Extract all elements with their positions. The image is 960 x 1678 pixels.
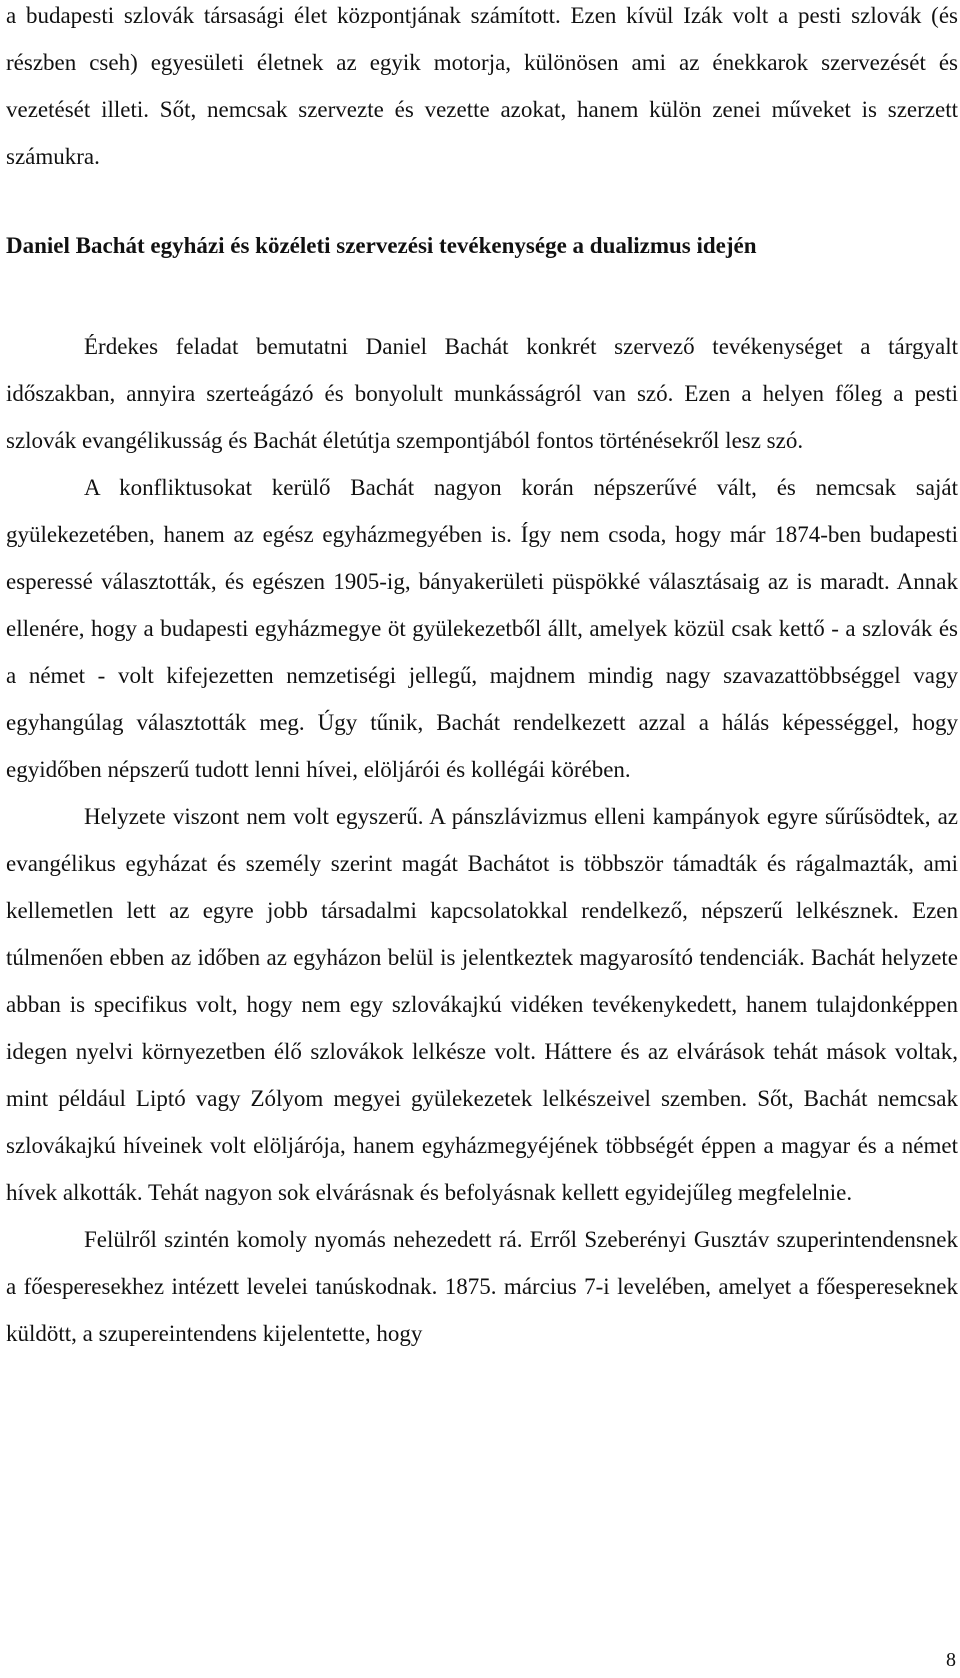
paragraph: A konfliktusokat kerülő Bachát nagyon korán népszerűvé vált, és nemcsak saját gyülekezetében, hanem az egész egyházmegyében is. Így nem csoda, hogy már 1874-ben budapesti esperessé választották, és egészen 1905-ig, bányakerületi püspökké választásaig az is maradt. Annak ellenére, hogy a budapesti egyházmegye öt gyülekezetből állt, amelyek közül csak kettő - a szlovák és a német - volt kifejezetten nemzetiségi jellegű, majdnem mindig nagy szavazattöbbséggel vagy egyhangúlag választották meg. Úgy tűnik, Bachát rendelkezett azzal a hálás képességgel, hogy egyidőben népszerű tudott lenni hívei, elöljárói és kollégái körében. <box>6 475 958 782</box>
paragraph: Felülről szintén komoly nyomás nehezedett rá. Erről Szeberényi Gusztáv szuperintendensnek a főesperesekhez intézett levelei tanúskodnak. 1875. március 7-i levelében, amelyet a főespereseknek küldött, a szupereintendens kijelentette, hogy <box>6 1227 958 1346</box>
paragraph: Érdekes feladat bemutatni Daniel Bachát konkrét szervező tevékenységet a tárgyalt időszakban, annyira szerteágázó és bonyolult munkásságról van szó. Ezen a helyen főleg a pesti szlovák evangélikusság és Bachát életútja szempontjából fontos történésekről lesz szó. <box>6 334 958 453</box>
intro-paragraph: a budapesti szlovák társasági élet központjának számított. Ezen kívül Izák volt a pesti szlovák (és részben cseh) egyesületi életnek az egyik motorja, különösen ami az énekkarok szervezését és vezetését illeti. Sőt, nemcsak szervezte és vezette azokat, hanem külön zenei műveket is szerzett számukra. <box>6 3 958 169</box>
body-text <box>6 323 958 1357</box>
section-heading: Daniel Bachát egyházi és közéleti szervezési tevékenysége a dualizmus idején <box>6 233 757 258</box>
page-number: 8 <box>946 1649 956 1671</box>
paragraph: Helyzete viszont nem volt egyszerű. A pánszlávizmus elleni kampányok egyre sűrűsödtek, az evangélikus egyházat és személy szerint magát Bachátot is többször támadták és rágalmazták, ami kellemetlen lett az egyre jobb társadalmi kapcsolatokkal rendelkező, népszerű lelkésznek. Ezen túlmenően ebben az időben az egyházon belül is jelentkeztek magyarosító tendenciák. Bachát helyzete abban is specifikus volt, hogy nem egy szlovákajkú vidéken tevékenykedett, hanem tulajdonképpen idegen nyelvi környezetben élő szlovákok lelkésze volt. Háttere és az elvárások tehát mások voltak, mint például Liptó vagy Zólyom megyei gyülekezetek lelkészeivel szemben. Sőt, Bachát nemcsak szlovákajkú híveinek volt elöljárója, hanem egyházmegyéjének többségét éppen a magyar és a német hívek alkották. Tehát nagyon sok elvárásnak és befolyásnak kellett egyidejűleg megfelelnie. <box>6 804 958 1205</box>
